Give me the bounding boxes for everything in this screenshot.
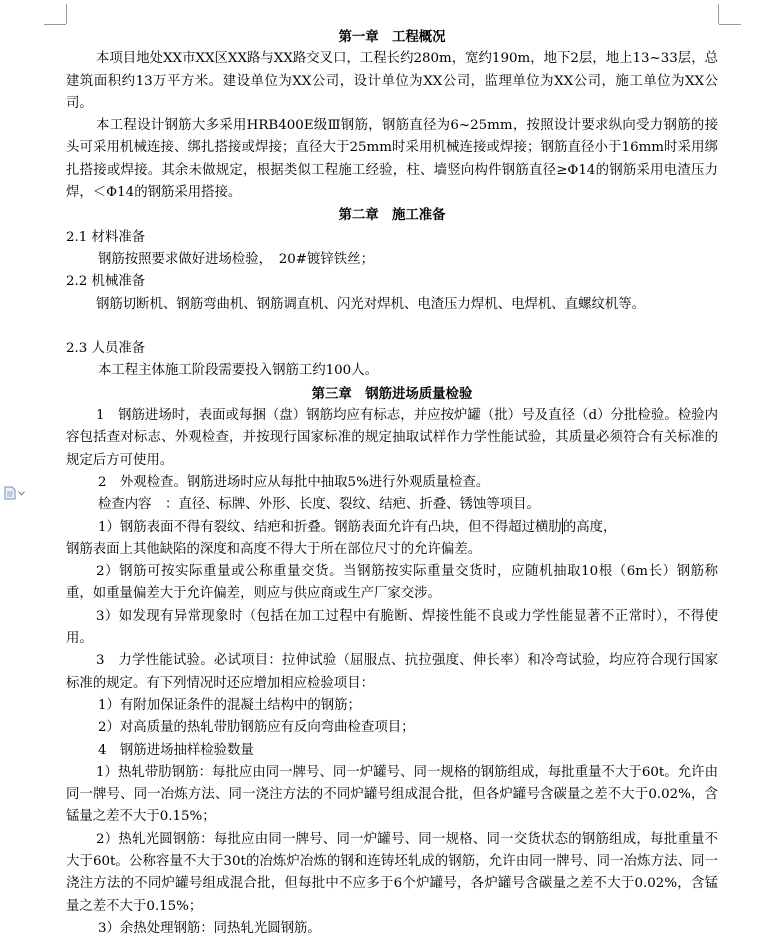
document-body	[66, 26, 718, 940]
paragraph-surface-defects-line2: 钢筋表面上其他缺陷的深度和高度不得大于所在部位尺寸的允许偏差。	[66, 541, 482, 557]
paragraph-rebar-design: 本工程设计钢筋大多采用HRB400E级Ⅲ钢筋，钢筋直径为6~25mm，按照设计要求纵向受力钢筋的接头可采用机械连接、绑扎搭接或焊接；直径大于25mm时采用机械连接或焊接；钢筋直径小于16mm时采用绑扎搭接或焊接。其余未做规定，根据类似工程施工经验，柱、墙竖向构件钢筋直径≥Φ14的钢筋采用电渣压力焊，＜Φ14的钢筋采用搭接。	[66, 118, 718, 201]
paragraph-heat-treated-bar: 3）余热处理钢筋：同热轧光圆钢筋。	[98, 920, 321, 936]
crop-mark-top-left	[44, 24, 66, 25]
chevron-down-icon	[18, 491, 25, 496]
page-icon	[4, 486, 16, 500]
paragraph-visual-check: 2 外观检查。钢筋进场时应从每批中抽取5%进行外观质量检查。	[98, 474, 490, 490]
paragraph-check-items: 检查内容 ：直径、标牌、外形、长度、裂纹、结疤、折叠、锈蚀等项目。	[98, 497, 540, 513]
section-2-2-text: 钢筋切断机、钢筋弯曲机、钢筋调直机、闪光对焊机、电渣压力焊机、电焊机、直螺纹机等。	[96, 296, 646, 312]
paragraph-abnormal: 3）如发现有异常现象时（包括在加工过程中有脆断、焊接性能不良或力学性能显著不正常时），不得使用。	[66, 608, 718, 647]
section-2-1-title: 2.1 材料准备	[66, 229, 146, 245]
paragraph-mechanical-test: 3 力学性能试验。必试项目：拉伸试验（屈服点、抗拉强度、伸长率）和冷弯试验，均应符合现行国家标准的规定。有下列情况时还应增加相应检验项目：	[66, 653, 718, 691]
paragraph-sampling-quantity: 4 钢筋进场抽样检验数量	[98, 742, 254, 758]
chapter-1-title: 第一章 工程概况	[338, 29, 446, 45]
paragraph-additional-item-2: 2）对高质量的热轧带肋钢筋应有反向弯曲检查项目；	[98, 720, 415, 736]
chapter-2-title: 第二章 施工准备	[338, 207, 446, 224]
paragraph-weight-delivery: 2）钢筋可按实际重量或公称重量交货。当钢筋按实际重量交货时，应随机抽取10根（6m长）钢筋称重，如重量偏差大于允许偏差，则应与供应商或生产厂家交涉。	[66, 564, 718, 602]
document-options-icon[interactable]	[4, 486, 26, 500]
crop-mark-top-right	[719, 24, 741, 25]
chapter-3-title: 第三章 钢筋进场质量检验	[311, 385, 473, 402]
paragraph-plain-bar: 2）热轧光圆钢筋：每批应由同一牌号、同一炉罐号、同一规格、同一交货状态的钢筋组成，每批重量不大于60t。公称容量不大于30t的冶炼炉冶炼的钢和连铸坯轧成的钢筋，允许由同一牌号、同一冶炼方法、同一浇注方法的不同炉罐号组成混合批，但每批中不应多于6个炉罐号，各炉罐号含碳量之差不大于0.02%，含锰量之差不大于0.15%；	[66, 831, 718, 914]
section-2-2-title: 2.2 机械准备	[66, 274, 146, 290]
paragraph-rebar-arrival: 1 钢筋进场时，表面或每捆（盘）钢筋均应有标志，并应按炉罐（批）号及直径（d）分批检验。检验内容包括查对标志、外观检查，并按现行国家标准的规定抽取试样作力学性能试验，其质量必须符合有关标准的规定后方可使用。	[66, 408, 718, 468]
crop-mark-top-right	[718, 4, 719, 24]
paragraph-ribbed-bar: 1）热轧带肋钢筋：每批应由同一牌号、同一炉罐号、同一规格的钢筋组成，每批重量不大于60t。允许由同一牌号、同一冶炼方法、同一浇注方法的不同炉罐号组成混合批，但各炉罐号含碳量之差不大于0.02%，含锰量之差不大于0.15%；	[66, 764, 718, 825]
section-2-1-text: 钢筋按照要求做好进场检验， 20#镀锌铁丝；	[98, 251, 374, 267]
surface-defects-text-a: 1）钢筋表面不得有裂纹、结疤和折叠。钢筋表面允许有凸块，但不得超过横肋	[98, 519, 562, 535]
section-2-3-text: 本工程主体施工阶段需要投入钢筋工约100人。	[98, 363, 378, 379]
paragraph-additional-item-1: 1）有附加保证条件的混凝土结构中的钢筋；	[98, 697, 361, 713]
paragraph-surface-defects-line1	[66, 517, 718, 539]
surface-defects-text-b: 的高度，	[562, 519, 617, 535]
crop-mark-top-left	[66, 4, 67, 24]
paragraph-project-location: 本项目地处XX市XX区XX路与XX路交叉口，工程长约280m，宽约190m，地下2层，地上13~33层，总建筑面积约13万平方米。建设单位为XX公司，设计单位为XX公司，监理单位为XX公司，施工单位为XX公司。	[66, 51, 718, 111]
section-2-3-title: 2.3 人员准备	[66, 341, 146, 357]
